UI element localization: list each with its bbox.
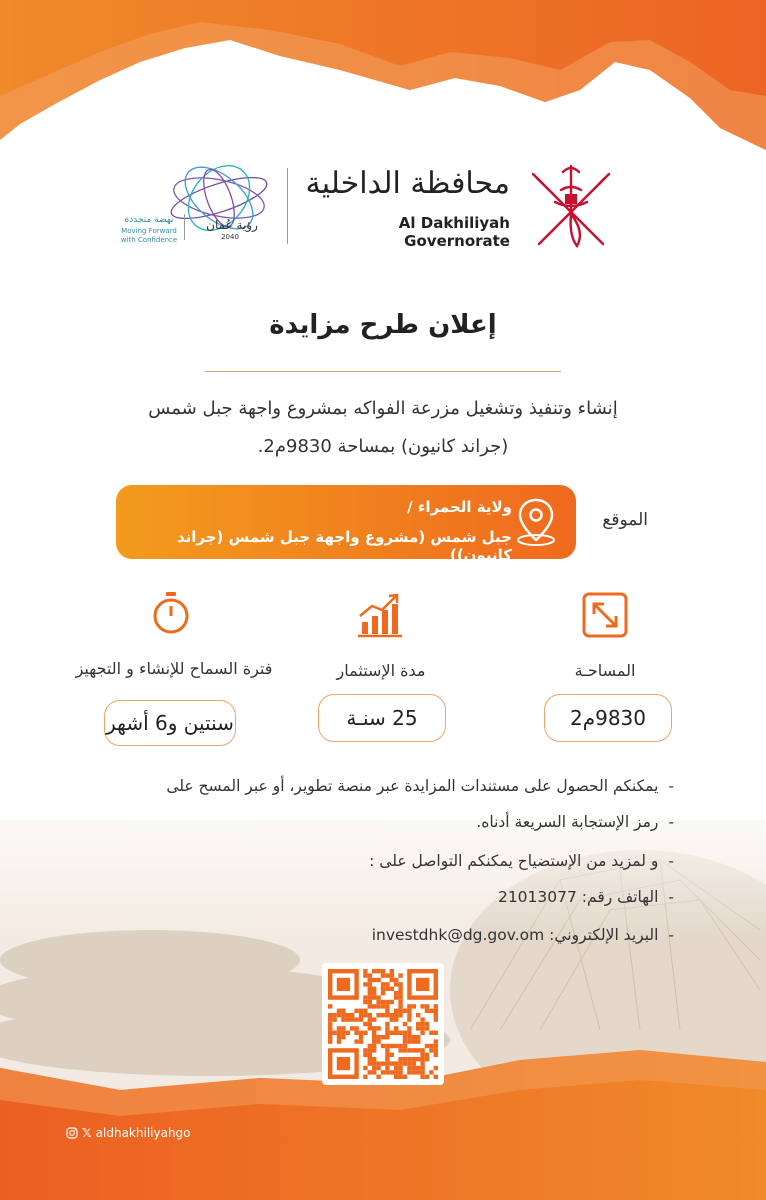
social-handle-text[interactable]: aldhakhiliyahgo — [95, 1126, 191, 1140]
qr-code[interactable] — [322, 963, 444, 1085]
info-text-3: و لمزيد من الإستضياح يمكنكم التواصل على : — [369, 852, 659, 870]
map-pin-icon — [512, 496, 560, 548]
email-text[interactable]: البريد الإلكتروني: investdhk@dg.gov.om — [371, 926, 659, 944]
moving-forward-line1: Moving Forward — [121, 227, 177, 235]
resize-arrows-icon — [582, 592, 628, 638]
info-text-4: الهاتف رقم: 21013077 — [497, 888, 659, 906]
growth-chart-icon — [356, 592, 404, 638]
info-line-1 — [114, 777, 674, 795]
location-line-2: جبل شمس (مشروع واجهة جبل شمس (جراند كانيون)) — [176, 528, 512, 564]
org-name-ar: محافظة الداخلية — [305, 166, 510, 201]
instagram-icon[interactable] — [66, 1127, 78, 1139]
logo-separator — [184, 214, 185, 240]
bullet-dash: - — [668, 813, 674, 831]
info-line-4 — [114, 888, 674, 906]
info-line-2 — [114, 813, 674, 831]
x-twitter-icon[interactable]: 𝕏 — [82, 1126, 92, 1140]
location-label: الموقع — [602, 510, 648, 530]
qr-code-graphic — [322, 963, 444, 1085]
header-divider — [287, 168, 288, 244]
stat-label-area: المساحـة — [574, 661, 636, 680]
stat-value-investment: 25 سنـة — [318, 694, 446, 742]
stat-label-investment: مدة الإستثمار — [336, 661, 426, 680]
bullet-dash: - — [668, 888, 674, 906]
stat-value-grace: سنتين و6 أشهر — [104, 700, 236, 746]
stat-label-grace: فترة السماح للإنشاء و التجهيز — [75, 659, 273, 678]
moving-forward-line2: with Confidence — [120, 236, 178, 244]
info-text-1: يمكنكم الحصول على مستندات المزايدة عبر منصة تطوير، أو عبر المسح على — [166, 777, 659, 795]
info-line-3 — [114, 852, 674, 870]
oman-khanjar-emblem-icon — [525, 158, 617, 258]
location-line-1: ولاية الحمراء / — [407, 498, 512, 516]
vision-label-ar: رؤية عُمان — [206, 218, 258, 232]
info-line-5[interactable] — [114, 926, 674, 944]
nahda-label-ar: نهضة متجددة — [124, 215, 174, 225]
stopwatch-icon — [148, 590, 194, 636]
social-handle[interactable] — [66, 1126, 191, 1140]
info-text-2: رمز الإستجابة السريعة أدناه. — [476, 813, 659, 831]
description-line-1: إنشاء وتنفيذ وتشغيل مزرعة الفواكه بمشروع واجهة جبل شمس — [148, 398, 618, 419]
bullet-dash: - — [668, 777, 674, 795]
vision-year: 2040 — [221, 233, 239, 241]
bullet-dash: - — [668, 852, 674, 870]
description-line-2: (جراند كانيون) بمساحة 9830م2. — [257, 436, 509, 457]
title-divider — [205, 371, 561, 372]
bullet-dash: - — [668, 926, 674, 944]
org-name-en: Al Dakhiliyah Governorate — [398, 214, 510, 250]
stat-value-area: 9830م2 — [544, 694, 672, 742]
page-title: إعلان طرح مزايدة — [269, 310, 497, 340]
